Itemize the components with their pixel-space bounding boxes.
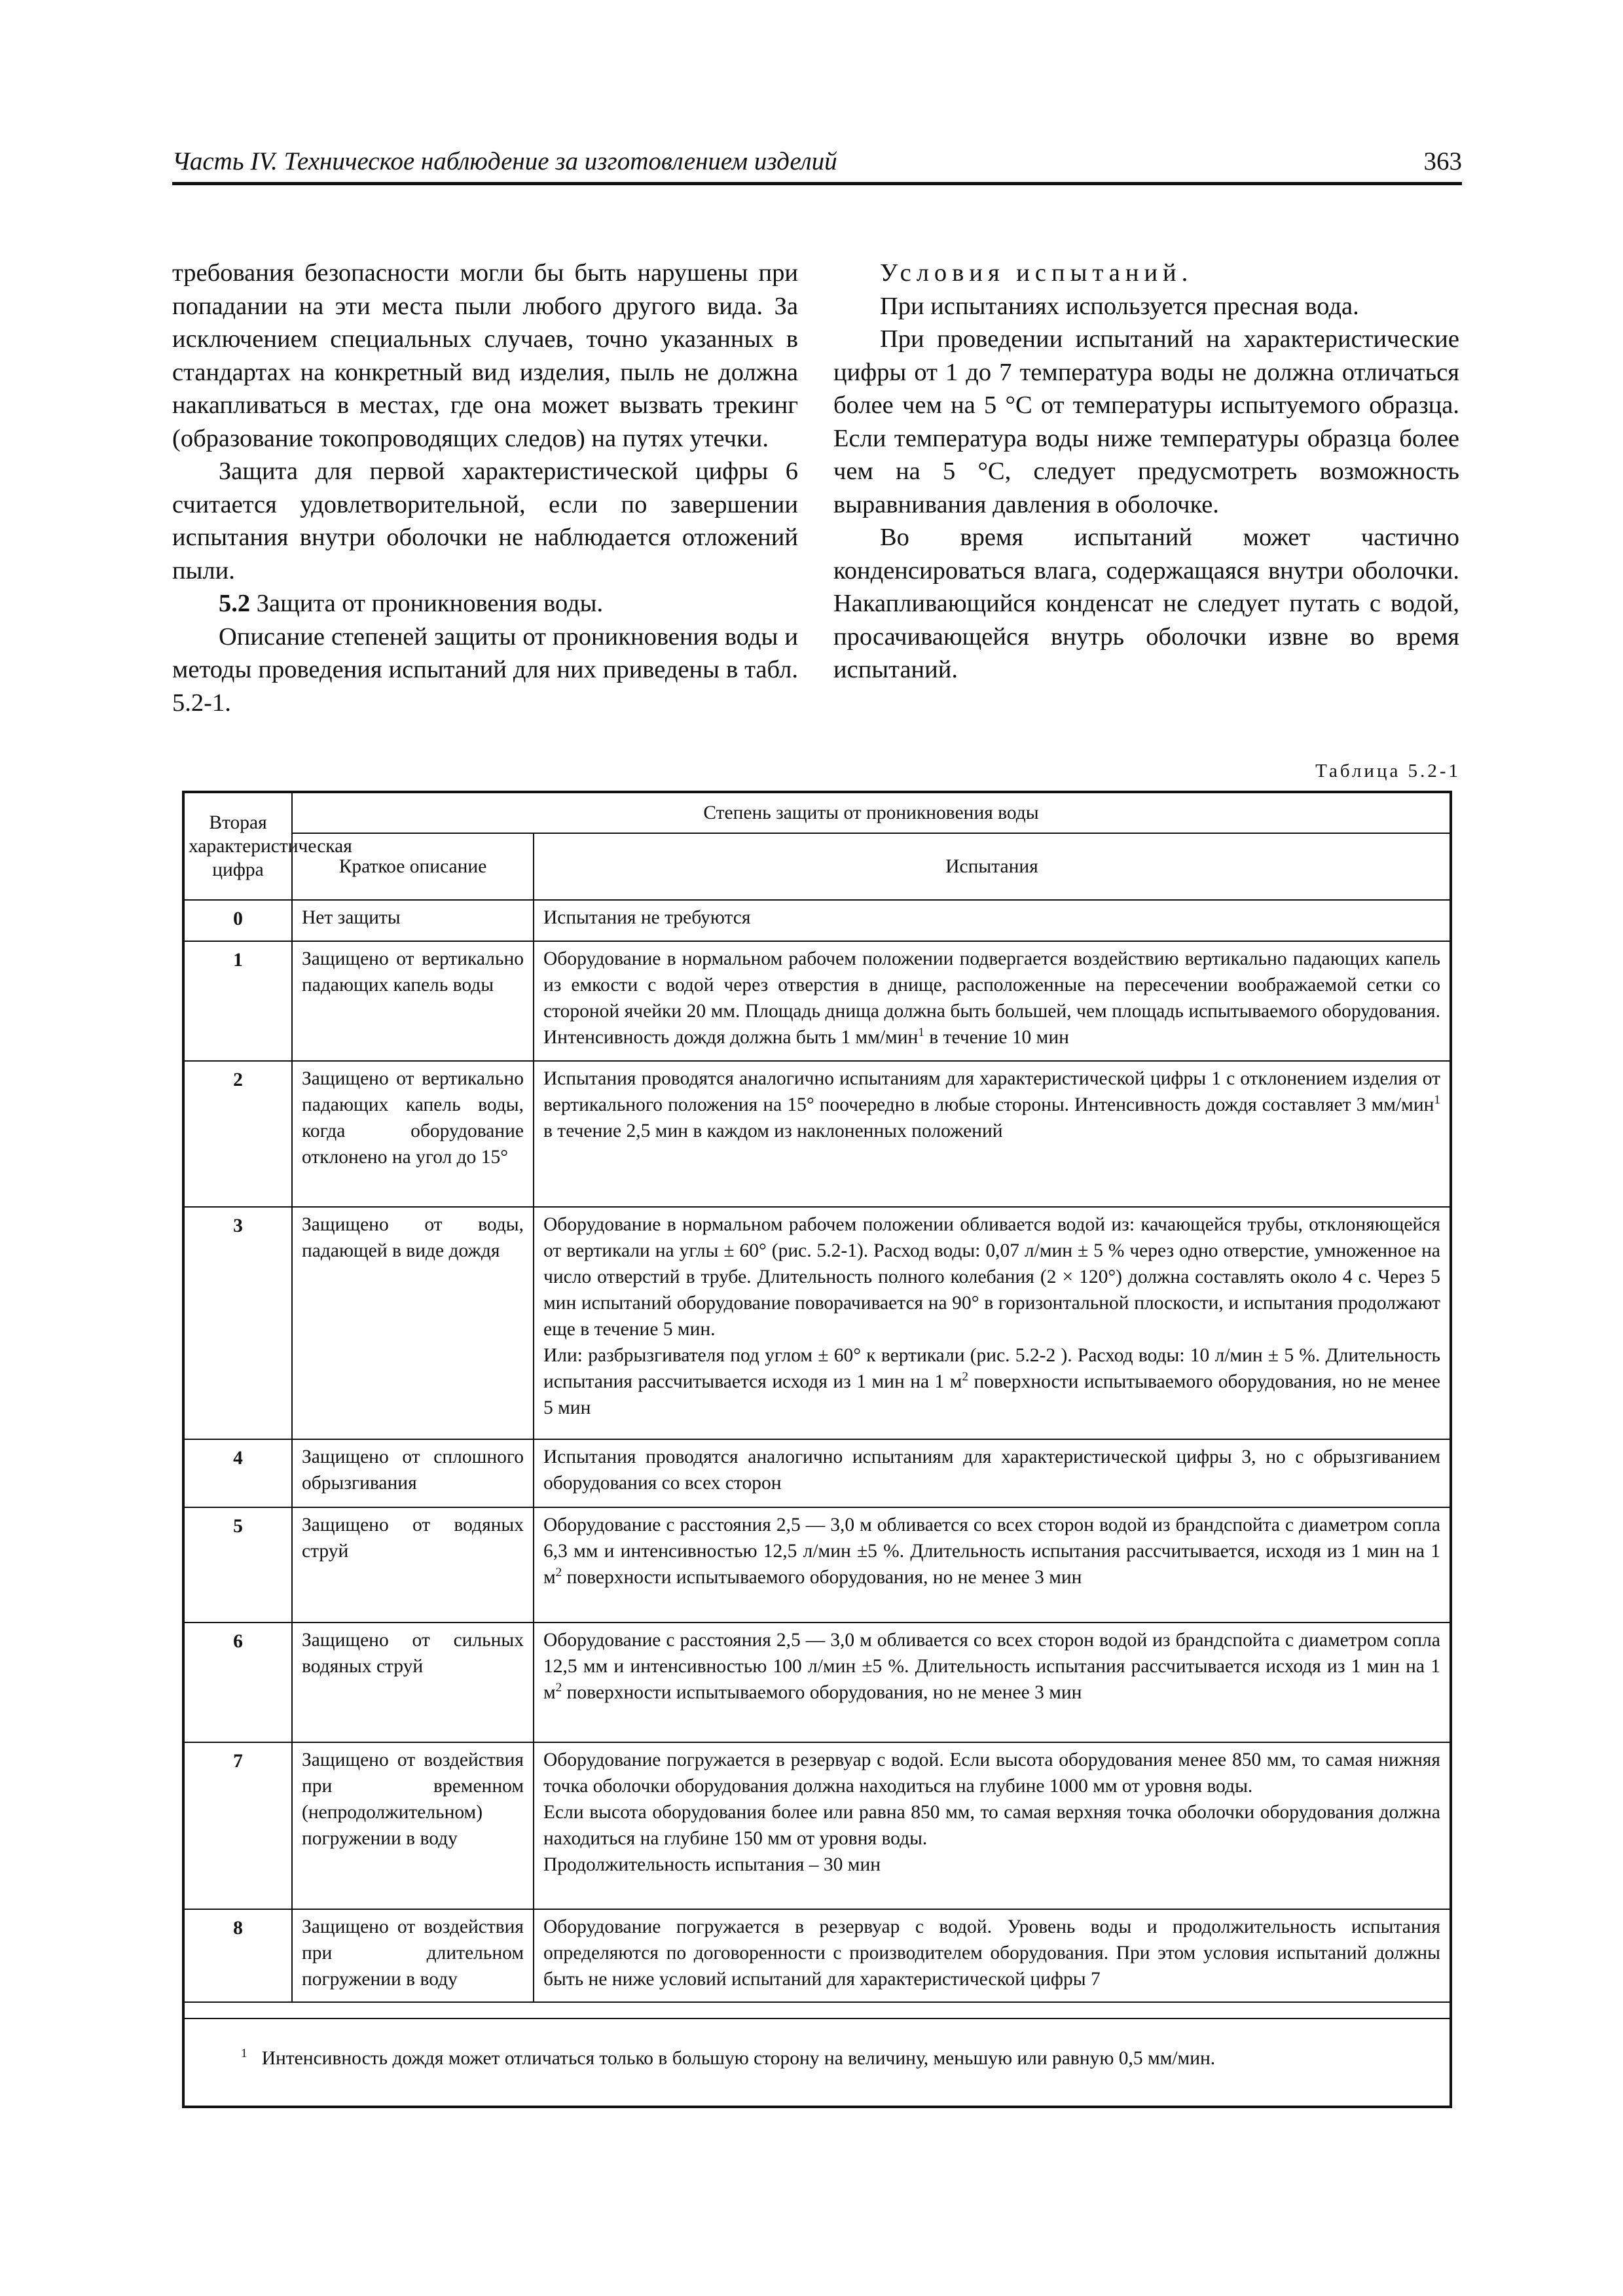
row-tests: Испытания не требуются (534, 900, 1450, 941)
row-digit: 7 (185, 1742, 292, 1909)
paragraph: Защита для первой характеристической цифры 6 считается удовлетворительной, если по завершении испытания внутри оболочки не наблюдается отложений пыли. (172, 457, 798, 584)
table-header-row (185, 793, 1450, 833)
subheading: Условия испытаний. (880, 259, 1194, 287)
section-number: 5.2 (219, 590, 251, 617)
row-digit: 5 (185, 1507, 292, 1623)
paragraph: При испытаниях используется пресная вода. (880, 292, 1359, 320)
table-row (185, 1623, 1450, 1742)
row-tests: Испытания проводятся аналогично испытаниям для характеристической цифры 1 с отклонением изделия от вертикального положения на 15° поочередно в любые стороны. Интенсивность дождя составляет 3 мм/мин$^1$ в течение 2,5 мин в каждом из наклоненных положений (534, 1061, 1450, 1207)
table-row (185, 1439, 1450, 1507)
row-tests: Оборудование погружается в резервуар с водой. Если высота оборудования менее 850 мм, то самая нижняя точка оболочки оборудования должна находиться на глубине 1000 мм от уровня воды. Если высота оборудования более или равна 850 мм, то самая верхняя точка оболочки оборудования должна находиться на глубине 150 мм от уровня воды. Продолжительность испытания – 30 мин (534, 1742, 1450, 1909)
table-row (185, 1909, 1450, 2002)
page-number: 363 (1423, 147, 1462, 175)
footnote-text: Интенсивность дождя может отличаться только в большую сторону на величину, меньшую или равную 0,5 мм/мин. (261, 2048, 1216, 2069)
paragraph: При проведении испытаний на характеристические цифры от 1 до 7 температура воды не должна отличаться более чем на 5 °С от температуры испытуемого образца. Если температура воды ниже температуры образца более чем на 5 °С, следует предусмотреть возможность выравнивания давления в оболочке. (833, 325, 1459, 518)
row-short: Защищено от вертикально падающих капель воды, когда оборудование отклонено на угол до 15° (292, 1061, 534, 1207)
table-row (185, 1742, 1450, 1909)
row-short: Защищено от воздействия при длительном погружении в воду (292, 1909, 534, 2002)
header-group: Степень защиты от проникновения воды (292, 793, 1450, 833)
row-short: Защищено от сильных водяных струй (292, 1623, 534, 1742)
row-tests: Оборудование в нормальном рабочем положении подвергается воздействию вертикально падающих капель из емкости с водой через отверстия в днище, расположенные на пересечении воображаемой сетки со стороной ячейки 20 мм. Площадь днища должна быть большей, чем площадь испытываемого оборудования. Интенсивность дождя должна быть 1 мм/мин$^1$ в течение 10 мин (534, 941, 1450, 1061)
table-row (185, 1207, 1450, 1439)
row-short: Защищено от воздействия при временном (непродолжительном) погружении в воду (292, 1742, 534, 1909)
table-footnote-area (185, 2018, 1450, 2106)
table-header-row (185, 833, 1450, 900)
paragraph: Во время испытаний может частично конденсироваться влага, содержащаяся внутри оболочки. Накапливающийся конденсат не следует путать с водой, просачивающейся внутрь оболочки извне во время испытаний. (833, 524, 1459, 683)
footnote-mark: 1 (241, 2047, 247, 2061)
row-tests: Оборудование погружается в резервуар с водой. Уровень воды и продолжительность испытания определяются по договоренности с производителем оборудования. При этом условия испытаний должны быть не ниже условий испытаний для характеристической цифры 7 (534, 1909, 1450, 2002)
table-row (185, 900, 1450, 941)
right-column (833, 257, 1459, 687)
row-digit: 1 (185, 941, 292, 1061)
header-digit: Вторая характеристическая цифра (185, 793, 292, 900)
left-column (172, 257, 798, 719)
row-tests: Оборудование в нормальном рабочем положении обливается водой из: качающейся трубы, отклоняющейся от вертикали на углы ± 60° (рис. 5.2-1). Расход воды: 0,07 л/мин ± 5 % через одно отверстие, умноженное на число отверстий в трубе. Длительность полного колебания (2 × 120°) должна составлять около 4 с. Через 5 мин испытаний оборудование поворачивается на 90° в горизонтальной плоскости, и испытания продолжают еще в течение 5 мин. Или: разбрызгивателя под углом ± 60° к вертикали (рис. 5.2-2 ). Расход воды: 10 л/мин ± 5 %. Длительность испытания рассчитывается исходя из 1 мин на 1 $м^2$ поверхности испытываемого оборудования, но не менее 5 мин (534, 1207, 1450, 1439)
section-heading (172, 587, 798, 620)
row-digit: 3 (185, 1207, 292, 1439)
row-tests: Оборудование с расстояния 2,5 — 3,0 м обливается со всех сторон водой из брандспойта с диаметром сопла 6,3 мм и интенсивностью 12,5 л/мин ±5 %. Длительность испытания рассчитывается, исходя из 1 мин на 1 $м^2$ поверхности испытываемого оборудования, но не менее 3 мин (534, 1507, 1450, 1623)
header-title: Часть IV. Техническое наблюдение за изготовлением изделий (172, 147, 837, 175)
table-row (185, 1507, 1450, 1623)
table-row (185, 941, 1450, 1061)
running-header (172, 143, 1462, 185)
row-short: Защищено от водяных струй (292, 1507, 534, 1623)
row-short: Нет защиты (292, 900, 534, 941)
row-digit: 6 (185, 1623, 292, 1742)
row-digit: 0 (185, 900, 292, 941)
protection-table (182, 791, 1452, 2108)
table-caption: Таблица 5.2-1 (1315, 761, 1461, 781)
row-short: Защищено от воды, падающей в виде дождя (292, 1207, 534, 1439)
row-digit: 4 (185, 1439, 292, 1507)
row-digit: 2 (185, 1061, 292, 1207)
row-digit: 8 (185, 1909, 292, 2002)
table-grid (185, 793, 1450, 2003)
header-short: Краткое описание (292, 833, 534, 900)
table-row (185, 1061, 1450, 1207)
paragraph: требования безопасности могли бы быть нарушены при попадании на эти места пыли любого другого вида. За исключением специальных случаев, точно указанных в стандартах на конкретный вид изделия, пыль не должна накапливаться в местах, где она может вызвать трекинг (образование токопроводящих следов) на путях утечки. (172, 259, 798, 452)
row-tests: Оборудование с расстояния 2,5 — 3,0 м обливается со всех сторон водой из брандспойта с диаметром сопла 12,5 мм и интенсивностью 100 л/мин ±5 %. Длительность испытания рассчитывается исходя из 1 мин на 1 $м^2$ поверхности испытываемого оборудования, но не менее 3 мин (534, 1623, 1450, 1742)
row-short: Защищено от вертикально падающих капель воды (292, 941, 534, 1061)
section-title: Защита от проникновения воды. (256, 590, 604, 617)
row-tests: Испытания проводятся аналогично испытаниям для характеристической цифры 3, но с обрызгиванием оборудования со всех сторон (534, 1439, 1450, 1507)
header-tests: Испытания (534, 833, 1450, 900)
row-short: Защищено от сплошного обрызгивания (292, 1439, 534, 1507)
table-footnote (241, 2048, 1215, 2070)
paragraph: Описание степеней защиты от проникновения воды и методы проведения испытаний для них приведены в табл. 5.2-1. (172, 622, 798, 717)
